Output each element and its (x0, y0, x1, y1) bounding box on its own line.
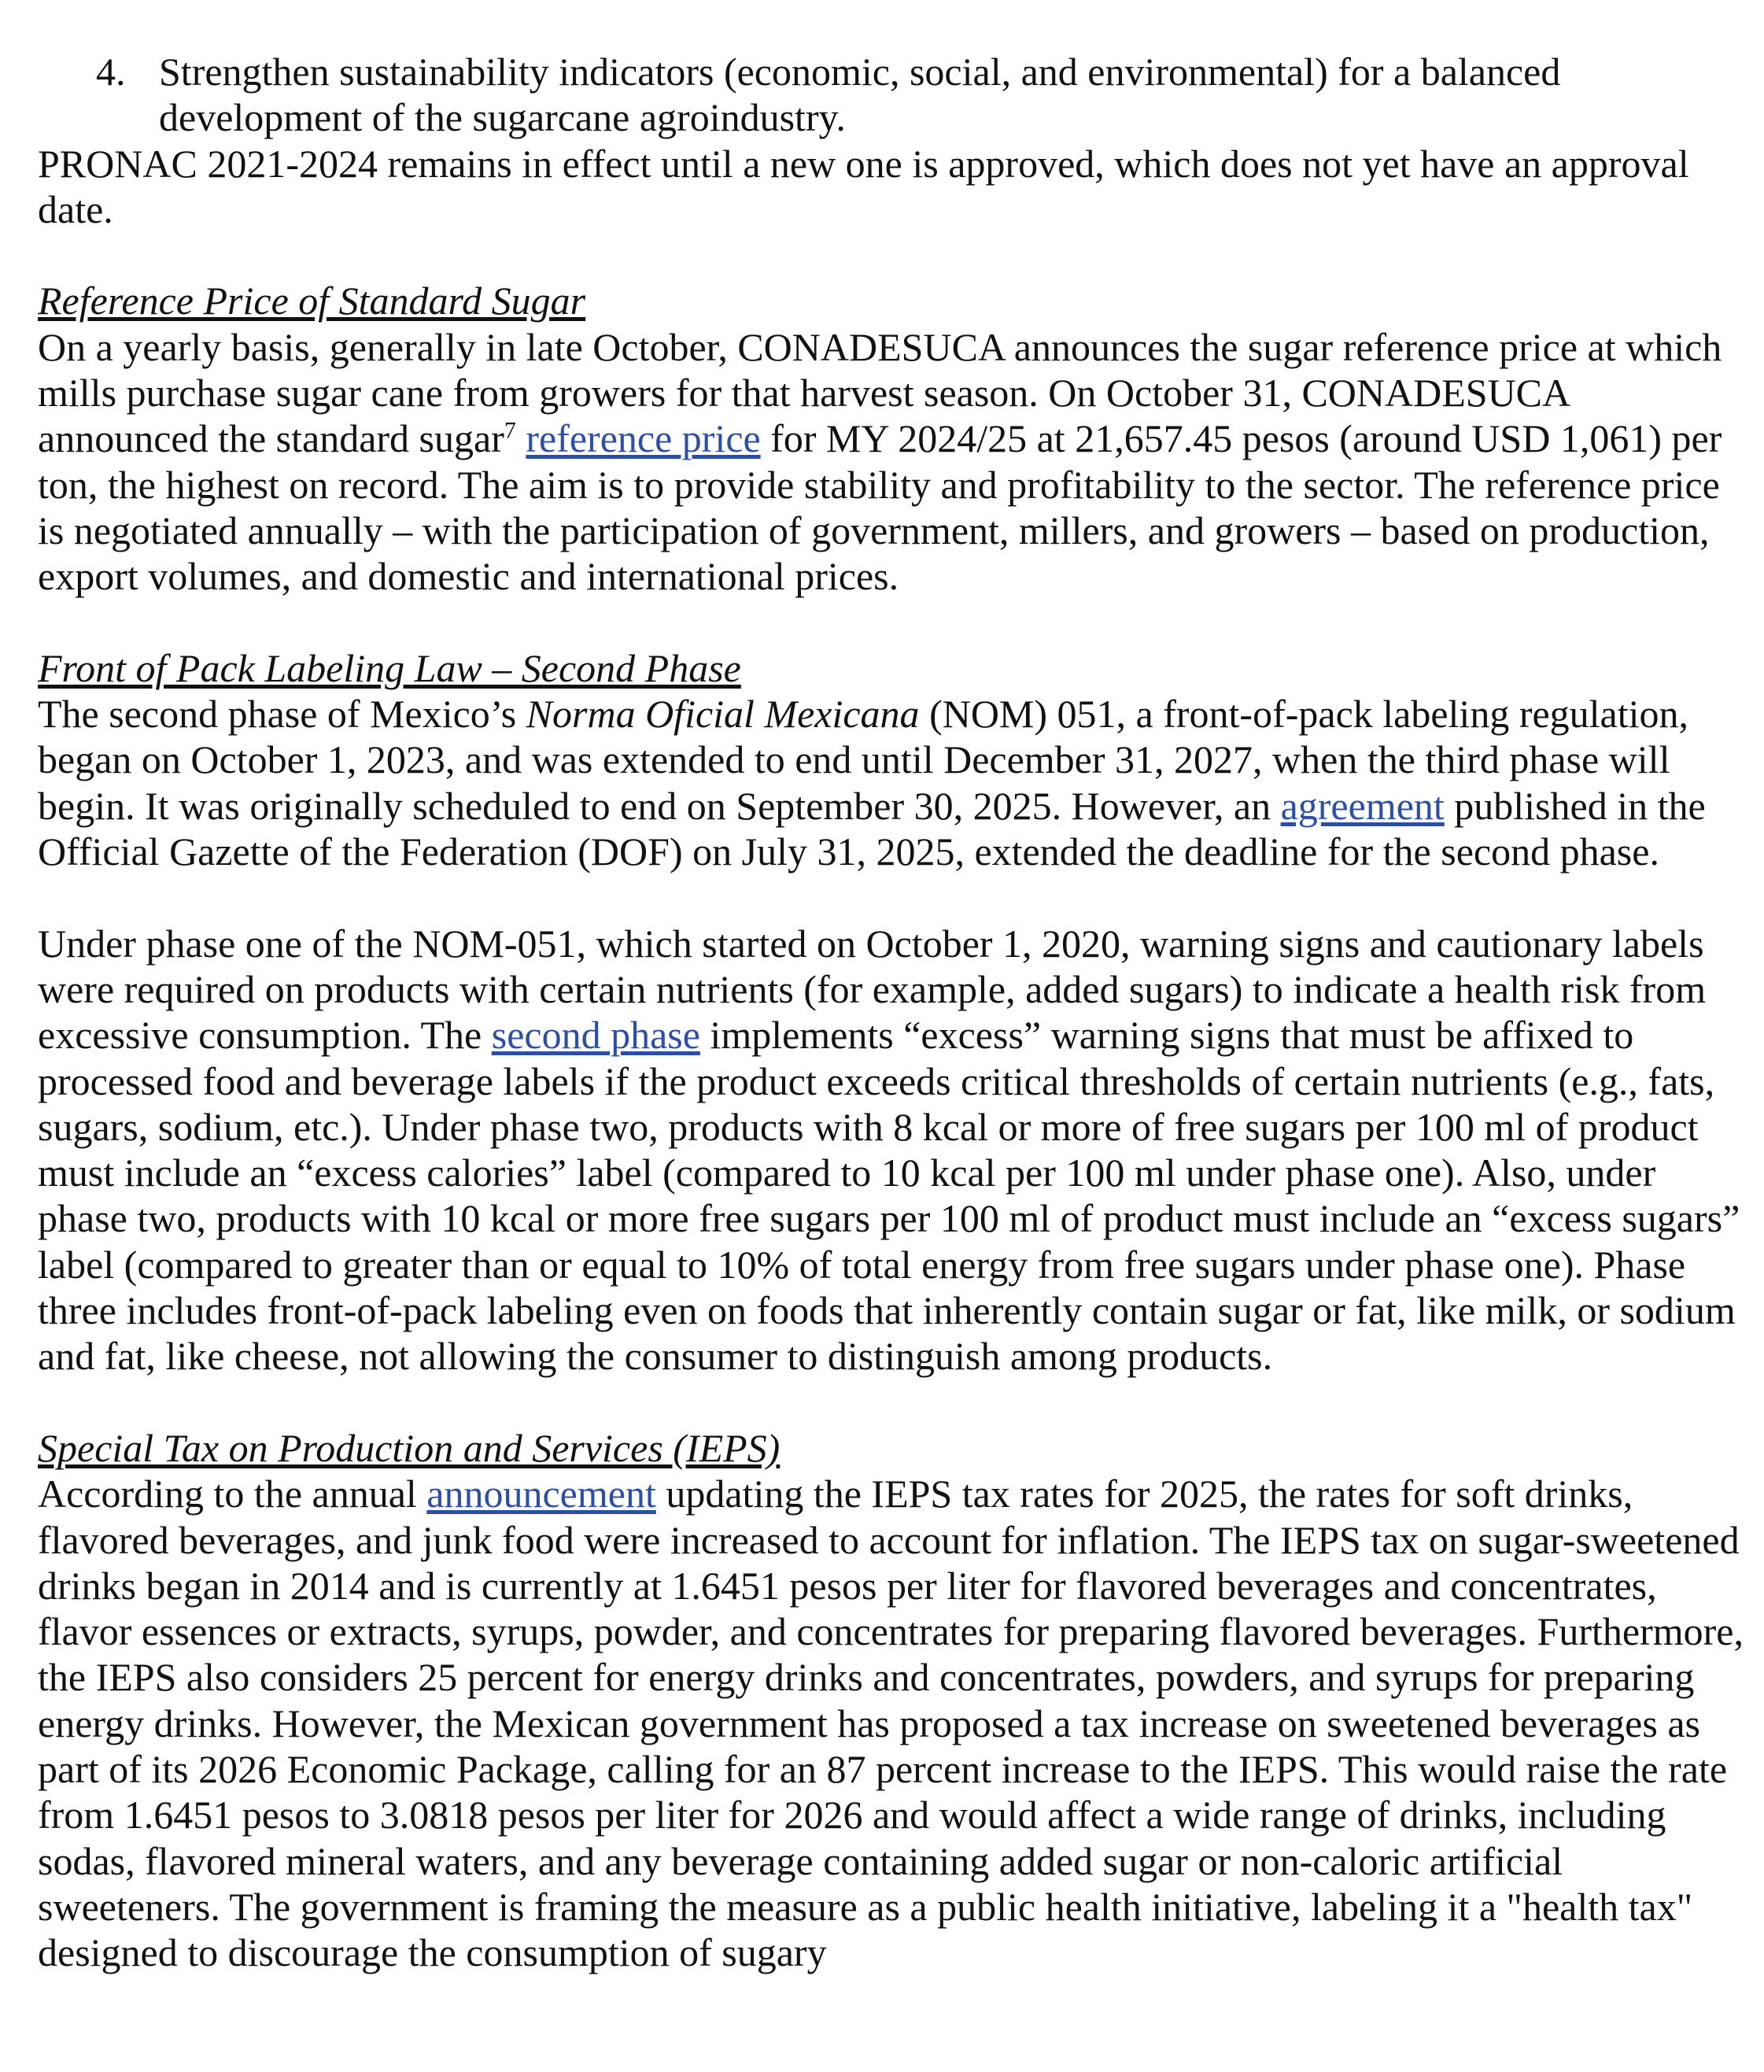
nom-name: Norma Oficial Mexicana (526, 692, 920, 737)
reference-price-link[interactable]: reference price (526, 416, 761, 461)
reference-price-paragraph (38, 324, 1745, 600)
paragraph-spacer (38, 600, 1745, 645)
labeling-p2-text-2: implements “excess” warning signs that must be affixed to processed food and beverage labels if the product exceeds critical thresholds of certain nutrients (e.g., fats, sugars, sodium, etc.). Under phase two, products with 8 kcal or more of free sugars per 100 ml of product must include an “excess calories” label (compared to 10 kcal per 100 ml under phase one). Also, under phase two, products with 10 kcal or more free sugars per 100 ml of product must include an “excess sugars” label (compared to greater than or equal to 10% of total energy from free sugars under phase one). Phase three includes front-of-pack labeling even on foods that inherently contain sugar or fat, like milk, or sodium and fat, like cheese, not allowing the consumer to distinguish among products. (38, 1013, 1740, 1379)
announcement-link[interactable]: announcement (426, 1472, 656, 1516)
ieps-text-1: According to the annual (38, 1472, 427, 1516)
labeling-paragraph-2 (38, 921, 1745, 1379)
second-phase-link[interactable]: second phase (491, 1013, 700, 1058)
ieps-paragraph (38, 1471, 1745, 1975)
reference-price-text-1: On a yearly basis, generally in late October, CONADESUCA announces the sugar reference price at which mills purchase sugar cane from growers for that harvest season. On October 31, CONADESUCA announced the standard sugar (38, 324, 1722, 461)
labeling-p2-text-1: Under phase one of the NOM-051, which started on October 1, 2020, warning signs and cautionary labels were required on products with certain nutrients (for example, added sugars) to indicate a health risk from excessive consumption. The (38, 921, 1707, 1058)
agreement-link[interactable]: agreement (1280, 783, 1445, 828)
heading-labeling-law: Front of Pack Labeling Law – Second Phase (38, 645, 741, 690)
paragraph-spacer (38, 874, 1745, 920)
labeling-paragraph-1 (38, 691, 1745, 874)
document-page (38, 49, 1745, 1975)
labeling-text-1: The second phase of Mexico’s (38, 692, 526, 737)
ieps-text-2: updating the IEPS tax rates for 2025, the rates for soft drinks, flavored beverages, and junk food were increased to account for inflation. The IEPS tax on sugar-sweetened drinks began in 2014 and is currently at 1.6451 pesos per liter for flavored beverages and concentrates, flavor essences or extracts, syrups, powder, and concentrates for preparing flavored beverages. Furthermore, the IEPS also considers 25 percent for energy drinks and concentrates, powders, and syrups for preparing energy drinks. However, the Mexican government has proposed a tax increase on sweetened beverages as part of its 2026 Economic Package, calling for an 87 percent increase to the IEPS. This would raise the rate from 1.6451 pesos to 3.0818 pesos per liter for 2026 and would affect a wide range of drinks, including sodas, flavored mineral waters, and any beverage containing added sugar or non-caloric artificial sweeteners. The government is framing the measure as a public health initiative, labeling it a "health tax" designed to discourage the consumption of sugary (38, 1472, 1744, 1975)
labeling-text-3: published in the Official Gazette of the Federation (DOF) on July 31, 2025, extended the deadline for the second phase. (38, 783, 1706, 874)
labeling-text-2: (NOM) 051, a front-of-pack labeling regulation, began on October 1, 2023, and was extended to end until December 31, 2027, when the third phase will begin. It was originally scheduled to end on September 30, 2025. However, an (38, 692, 1689, 828)
list-item-text: Strengthen sustainability indicators (economic, social, and environmental) for a balanced development of the sugarcane agroindustry. (159, 50, 1561, 140)
heading-reference-price: Reference Price of Standard Sugar (38, 279, 586, 323)
pronac-paragraph: PRONAC 2021-2024 remains in effect until a new one is approved, which does not yet have an approval date. (38, 141, 1689, 231)
list-number: 4. (96, 50, 126, 94)
paragraph-spacer (38, 1379, 1745, 1425)
heading-ieps: Special Tax on Production and Services (IEPS) (38, 1425, 781, 1470)
reference-price-text-2: for MY 2024/25 at 21,657.45 pesos (around USD 1,061) per ton, the highest on record. The aim is to provide stability and profitability to the sector. The reference price is negotiated annually – with the participation of government, millers, and growers – based on production, export volumes, and domestic and international prices. (38, 416, 1722, 599)
paragraph-spacer (38, 232, 1745, 278)
list-item-4 (38, 49, 1745, 141)
footnote-marker-7[interactable]: 7 (504, 417, 516, 444)
